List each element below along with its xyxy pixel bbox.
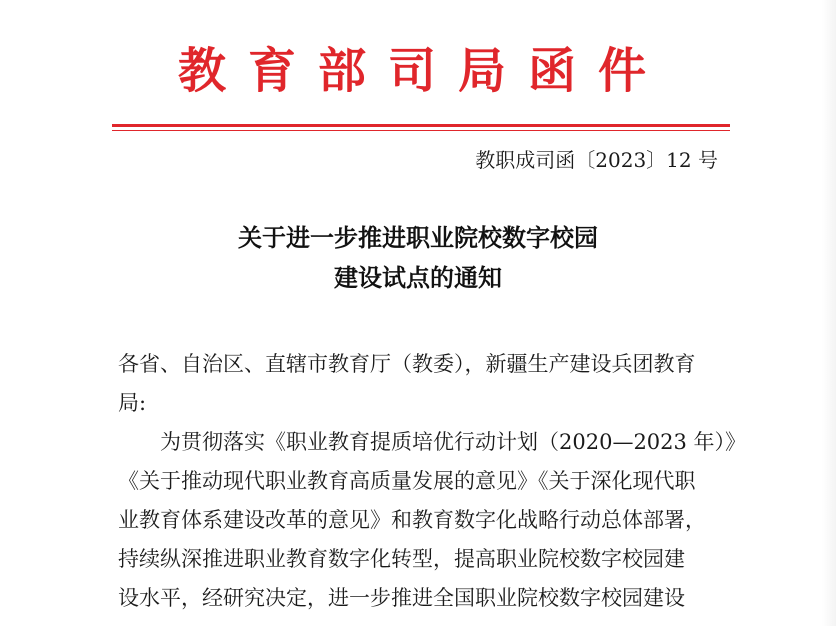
letterhead-thin-rule bbox=[112, 130, 730, 131]
salutation-line-2: 局: bbox=[118, 391, 147, 415]
paragraph-line-1: 为贯彻落实《职业教育提质培优行动计划（2020—2023 年）》 bbox=[160, 430, 747, 454]
notice-title-line-2: 建设试点的通知 bbox=[334, 264, 502, 292]
notice-body bbox=[118, 345, 747, 618]
letterhead-thick-rule bbox=[112, 124, 730, 127]
notice-title-line-1: 关于进一步推进职业院校数字校园 bbox=[238, 224, 598, 252]
page-edge-shadow bbox=[822, 0, 836, 626]
paragraph-line-5: 设水平，经研究决定，进一步推进全国职业院校数字校园建设 bbox=[118, 586, 685, 610]
salutation-line-1: 各省、自治区、直辖市教育厅（教委），新疆生产建设兵团教育 bbox=[118, 352, 696, 376]
notice-title bbox=[0, 218, 836, 298]
document-number: 教职成司函〔2023〕12 号 bbox=[475, 148, 718, 172]
paragraph-line-2: 《关于推动现代职业教育高质量发展的意见》《关于深化现代职 bbox=[118, 469, 696, 493]
paragraph-line-4: 持续纵深推进职业教育数字化转型，提高职业院校数字校园建 bbox=[118, 547, 685, 571]
paragraph-line-3: 业教育体系建设改革的意见》和教育数字化战略行动总体部署， bbox=[118, 508, 706, 532]
letterhead-title: 教育部司局函件 bbox=[177, 43, 668, 99]
